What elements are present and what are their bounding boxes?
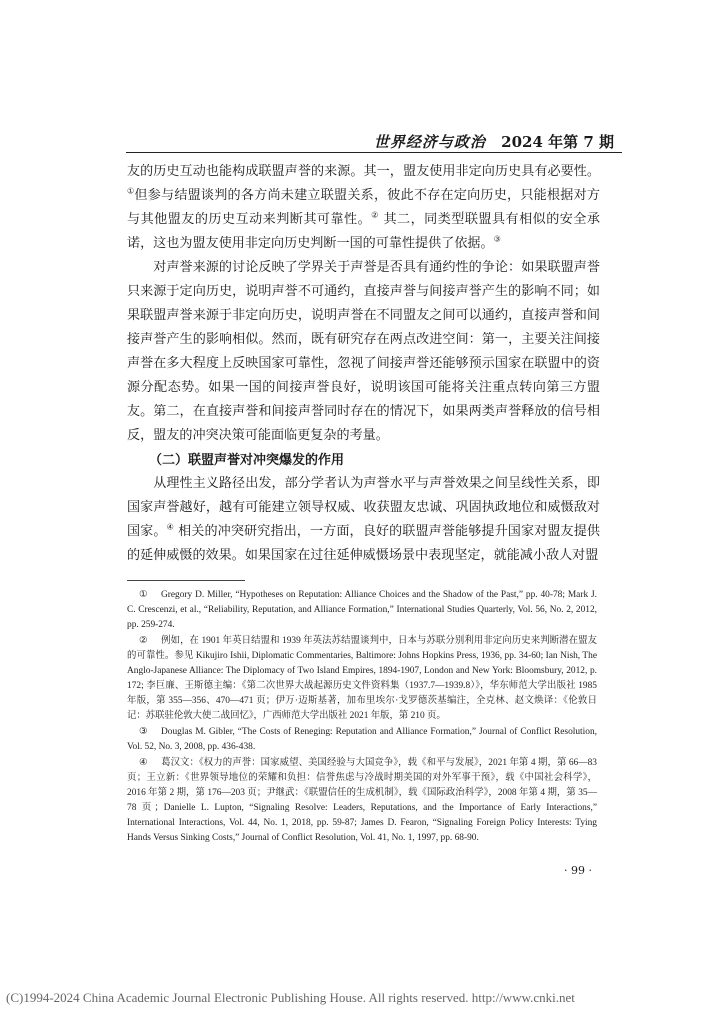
footnote-number: ① xyxy=(139,590,148,600)
footnote xyxy=(127,588,597,633)
issue-label: 2024 年第 7 期 xyxy=(501,133,614,151)
footnote-text: Douglas M. Gibler, “The Costs of Reneging: Reputation and Alliance Formation,” Journal of Conflict Resolution, Vol. 52, No. 3, 2008, pp. 436-438. xyxy=(127,727,597,752)
paragraph: 友的历史互动也能构成联盟声誉的来源。其一，盟友使用非定向历史具有必要性。①但参与结盟谈判的各方尚未建立联盟关系，彼此不存在定向历史，只能根据对方与其他盟友的历史互动来判断其可靠性。② 其二，同类型联盟具有相似的安全承诺，这也为盟友使用非定向历史判断一国的可靠性提供了依据。③ xyxy=(127,164,601,251)
footnotes xyxy=(127,588,597,847)
footnote-marker: ③ xyxy=(493,234,501,244)
footnote-number: ② xyxy=(139,636,148,646)
copyright-notice: (C)1994-2024 China Academic Journal Electronic Publishing House. All rights reserved. http://www.cnki.net xyxy=(6,990,575,1005)
page-number: · 99 · xyxy=(564,864,592,877)
footnote xyxy=(127,725,597,755)
footnote-marker: ① xyxy=(127,186,135,196)
footnote-text: 例如，在 1901 年英日结盟和 1939 年英法苏结盟谈判中，日本与苏联分别利用非定向历史来判断潜在盟友的可靠性。参见 Kikujiro Ishii, Diplomatic Commentaries, Baltimore: Johns Hopkins Press, 1936, pp. 34-60; Ian Nish, The Anglo-Japanese Alliance: The Diplomacy of Two Island Empires, 1894-1907, London and New York: Bloomsbury, 2012, p. 172; 李巨廉、王斯德主编：《第二次世界大战起源历史文件资料集（1937.7—1939.8）》，华东师范大学出版社 1985 年版，第 355—356、470—471 页；伊万·迈斯基著，加布里埃尔·戈罗德茨基编注，全克林、赵文焕译：《伦敦日记：苏联驻伦敦大使二战回忆》，广西师范大学出版社 2021 年版，第 210 页。 xyxy=(127,636,597,721)
paragraph: 从理性主义路径出发，部分学者认为声誉水平与声誉效果之间呈线性关系，即国家声誉越好，越有可能建立领导权威、收获盟友忠诚、巩固执政地位和威慑敌对国家。④ 相关的冲突研究指出，一方面，良好的联盟声誉能够提升国家对盟友提供的延伸威慑的效果。如果国家在过往延伸威慑场景中表现坚定，就能减小敌人对盟 xyxy=(127,476,600,563)
footnote-text: 葛汉文：《权力的声誉：国家威望、美国经验与大国竞争》，载《和平与发展》，2021 年第 4 期，第 66—83 页；王立新：《世界领导地位的荣耀和负担：信誉焦虑与冷战时期美国的对外军事干预》，载《中国社会科学》，2016 年第 2 期，第 176—203 页；尹继武：《联盟信任的生成机制》，载《国际政治科学》，2008 年第 4 期，第 35—78 页；Danielle L. Lupton, “Signaling Resolve: Leaders, Reputations, and the Importance of Early Interactions,” International Interactions, Vol. 44, No. 1, 2018, pp. 59-87; James D. Fearon, “Signaling Foreign Policy Interests: Tying Hands Versus Sinking Costs,” Journal of Conflict Resolution, Vol. 41, No. 1, 1997, pp. 68-90. xyxy=(127,758,597,843)
body-text xyxy=(127,160,600,568)
section-heading: （二）联盟声誉对冲突爆发的作用 xyxy=(149,453,345,468)
footnote-marker: ② xyxy=(371,210,379,220)
footnote-marker: ④ xyxy=(166,522,174,532)
footnote-number: ③ xyxy=(139,727,148,737)
running-header xyxy=(374,131,614,152)
journal-title: 世界经济与政治 xyxy=(373,133,486,151)
footnote-rule xyxy=(127,580,245,581)
footnote xyxy=(127,634,597,724)
footnote-number: ④ xyxy=(139,758,148,768)
footnote xyxy=(127,756,597,846)
paragraph: 对声誉来源的讨论反映了学界关于声誉是否具有通约性的争论：如果联盟声誉只来源于定向历史，说明声誉不可通约，直接声誉与间接声誉产生的影响不同；如果联盟声誉来源于非定向历史，说明声誉在不同盟友之间可以通约，直接声誉和间接声誉产生的影响相似。然而，既有研究存在两点改进空间：第一，主要关注间接声誉在多大程度上反映国家可靠性，忽视了间接声誉还能够预示国家在联盟中的资源分配态势。如果一国的间接声誉良好，说明该国可能将关注重点转向第三方盟友。第二，在直接声誉和间接声誉同时存在的情况下，如果两类声誉释放的信号相反，盟友的冲突决策可能面临更复杂的考量。 xyxy=(127,260,600,443)
header-rule xyxy=(126,152,622,153)
footnote-text: Gregory D. Miller, “Hypotheses on Reputation: Alliance Choices and the Shadow of the Past,” pp. 40-78; Mark J. C. Crescenzi, et al., “Reliability, Reputation, and Alliance Formation,” International Studies Quarterly, Vol. 56, No. 2, 2012, pp. 259-274. xyxy=(127,590,597,630)
